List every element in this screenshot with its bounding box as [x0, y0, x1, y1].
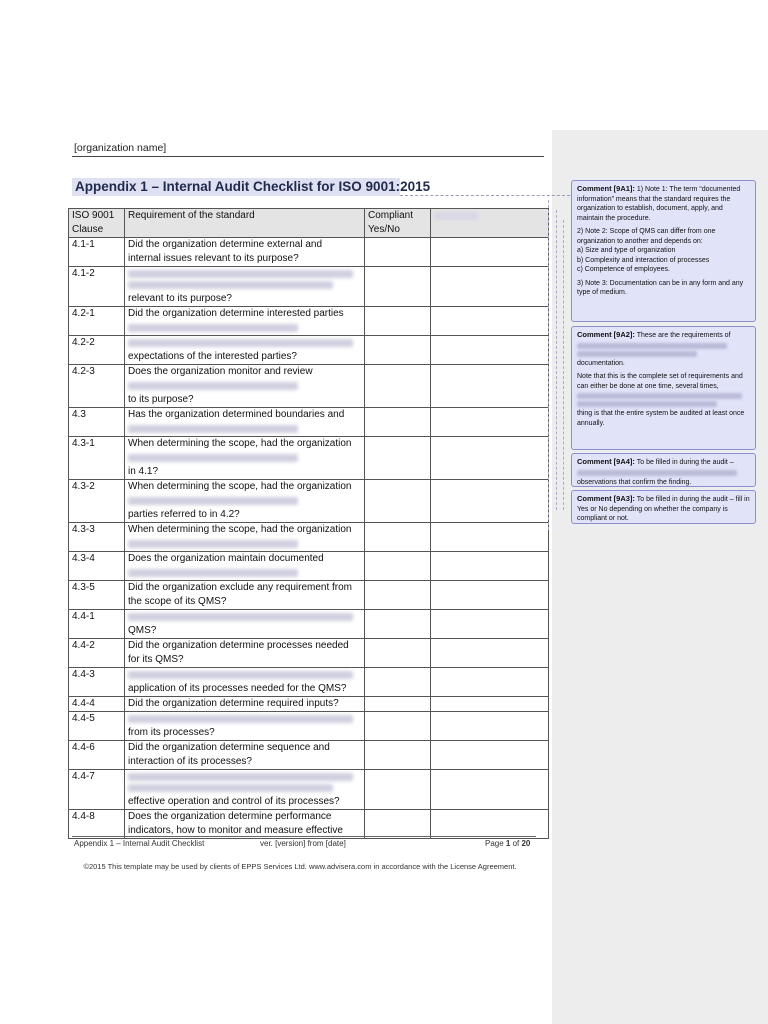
- requirement-line: When determining the scope, had the organization: [128, 524, 352, 535]
- page-of: of: [510, 839, 522, 848]
- blurred-text: [128, 613, 353, 621]
- clause-cell: 4.4-7: [69, 770, 125, 810]
- footer-rule: [72, 836, 536, 837]
- organization-name: [organization name]: [74, 142, 167, 154]
- blurred-text: [128, 715, 353, 723]
- evidence-cell[interactable]: [431, 480, 549, 523]
- blurred-text: [128, 671, 353, 679]
- requirement-line: When determining the scope, had the organization: [128, 481, 352, 492]
- page-prefix: Page: [485, 839, 506, 848]
- compliant-cell[interactable]: [365, 523, 431, 552]
- blurred-text: [128, 324, 298, 332]
- clause-cell: 4.3-5: [69, 581, 125, 610]
- comment-9a3-heading: Comment [9A3]:: [577, 494, 635, 503]
- evidence-cell[interactable]: [431, 552, 549, 581]
- requirement-cell: [125, 639, 365, 668]
- requirement-cell: [125, 523, 365, 552]
- comment-9a2-note: Note that this is the complete set of requirements and can either be done at one time, several times,: [577, 373, 743, 390]
- table-row: [69, 307, 549, 336]
- table-row: [69, 741, 549, 770]
- compliant-cell[interactable]: [365, 336, 431, 365]
- requirement-cell: [125, 437, 365, 480]
- comment-9a3-text: To be filled in during the audit – fill in Yes or No depending on whether the company is compliant or not.: [577, 496, 750, 522]
- requirement-line: interaction of its processes?: [128, 756, 252, 767]
- compliant-cell[interactable]: [365, 480, 431, 523]
- compliant-cell[interactable]: [365, 741, 431, 770]
- clause-cell: 4.2-3: [69, 365, 125, 408]
- compliant-cell[interactable]: [365, 639, 431, 668]
- margin-pane-top: [552, 0, 768, 130]
- clause-cell: 4.4-8: [69, 810, 125, 839]
- table-row: [69, 523, 549, 552]
- comment-9a1-note2-b: b) Complexity and interaction of processes: [577, 256, 710, 264]
- compliant-cell[interactable]: [365, 810, 431, 839]
- clause-cell: 4.4-5: [69, 712, 125, 741]
- requirement-line: Has the organization determined boundaries and: [128, 409, 345, 420]
- requirement-line: QMS?: [128, 625, 157, 636]
- comment-9a1-note3: 3) Note 3: Documentation can be in any form and any type of medium.: [577, 279, 744, 296]
- table-row: [69, 697, 549, 712]
- requirement-cell: [125, 307, 365, 336]
- requirement-line: the scope of its QMS?: [128, 596, 227, 607]
- table-row: [69, 770, 549, 810]
- requirement-cell: [125, 365, 365, 408]
- compliant-cell[interactable]: [365, 697, 431, 712]
- requirement-line: application of its processes needed for the QMS?: [128, 683, 347, 694]
- header-rule: [72, 156, 544, 157]
- evidence-cell[interactable]: [431, 810, 549, 839]
- comment-9a1[interactable]: [571, 180, 756, 322]
- header-compliant: Compliant Yes/No: [365, 209, 431, 238]
- requirement-line: Does the organization maintain documented: [128, 553, 324, 564]
- requirement-line: When determining the scope, had the organization: [128, 438, 352, 449]
- comment-9a2-heading: Comment [9A2]:: [577, 330, 635, 339]
- comment-9a4-heading: Comment [9A4]:: [577, 457, 635, 466]
- comment-connector: [563, 220, 564, 510]
- requirement-cell: [125, 408, 365, 437]
- requirement-line: expectations of the interested parties?: [128, 351, 297, 362]
- requirement-cell: [125, 741, 365, 770]
- compliant-cell[interactable]: [365, 712, 431, 741]
- blurred-text: [577, 401, 717, 407]
- header-clause: ISO 9001 Clause: [69, 209, 125, 238]
- requirement-cell: [125, 480, 365, 523]
- blurred-text: [577, 470, 737, 476]
- requirement-cell: [125, 552, 365, 581]
- evidence-cell[interactable]: [431, 770, 549, 810]
- comment-9a1-note2-a: a) Size and type of organization: [577, 247, 676, 254]
- compliant-cell[interactable]: [365, 581, 431, 610]
- header-requirement: Requirement of the standard: [125, 209, 365, 238]
- requirement-line: Did the organization determine sequence and: [128, 742, 330, 753]
- evidence-cell[interactable]: [431, 610, 549, 639]
- requirement-cell: [125, 712, 365, 741]
- compliant-cell[interactable]: [365, 770, 431, 810]
- requirement-line: Does the organization monitor and review: [128, 366, 313, 377]
- comment-9a2-text: These are the requirements of: [634, 332, 731, 339]
- requirement-cell: [125, 697, 365, 712]
- compliant-cell[interactable]: [365, 668, 431, 697]
- compliant-cell[interactable]: [365, 437, 431, 480]
- comment-9a4-text-end: observations that confirm the finding.: [577, 478, 692, 486]
- comment-9a1-note2-c: c) Competence of employees.: [577, 266, 670, 273]
- compliant-cell[interactable]: [365, 267, 431, 307]
- requirement-line: parties referred to in 4.2?: [128, 509, 240, 520]
- requirement-line: relevant to its purpose?: [128, 293, 232, 304]
- evidence-cell[interactable]: [431, 336, 549, 365]
- evidence-cell[interactable]: [431, 408, 549, 437]
- clause-cell: 4.1-2: [69, 267, 125, 307]
- footer-page-number: [485, 839, 530, 848]
- comment-9a3[interactable]: [571, 490, 756, 524]
- blurred-text: [128, 281, 333, 289]
- copyright-notice: ©2015 This template may be used by clients of EPPS Services Ltd. www.advisera.com in accordance with the License Agreement.: [83, 862, 517, 871]
- table-row: [69, 610, 549, 639]
- compliant-cell[interactable]: [365, 238, 431, 267]
- clause-cell: 4.3-2: [69, 480, 125, 523]
- requirement-cell: [125, 267, 365, 307]
- evidence-cell[interactable]: [431, 365, 549, 408]
- compliant-cell[interactable]: [365, 365, 431, 408]
- blurred-text: [128, 773, 353, 781]
- document-title: Appendix 1 – Internal Audit Checklist for ISO 9001:2015: [72, 178, 400, 196]
- blurred-text: [577, 351, 697, 357]
- evidence-cell[interactable]: [431, 437, 549, 480]
- table-row: [69, 552, 549, 581]
- evidence-cell[interactable]: [431, 697, 549, 712]
- clause-cell: 4.4-2: [69, 639, 125, 668]
- requirement-line: indicators, how to monitor and measure effective: [128, 825, 343, 836]
- clause-cell: 4.3-4: [69, 552, 125, 581]
- clause-cell: 4.3-1: [69, 437, 125, 480]
- table-row: [69, 336, 549, 365]
- requirement-line: to its purpose?: [128, 394, 194, 405]
- comment-9a2-note-end: thing is that the entire system be audited at least once annually.: [577, 410, 745, 427]
- page-total: 20: [521, 839, 531, 848]
- requirement-line: Does the organization determine performance: [128, 811, 332, 822]
- table-row: [69, 810, 549, 839]
- blurred-text: [128, 339, 353, 347]
- requirement-line: Did the organization determine processes needed: [128, 640, 349, 651]
- clause-cell: 4.4-6: [69, 741, 125, 770]
- requirement-cell: [125, 336, 365, 365]
- clause-cell: 4.4-3: [69, 668, 125, 697]
- table-row: [69, 668, 549, 697]
- requirement-line: from its processes?: [128, 727, 215, 738]
- evidence-cell[interactable]: [431, 238, 549, 267]
- requirement-line: effective operation and control of its processes?: [128, 796, 340, 807]
- comment-9a1-heading: Comment [9A1]:: [577, 184, 635, 193]
- blurred-text: [128, 497, 298, 505]
- requirement-cell: [125, 810, 365, 839]
- clause-cell: 4.4-1: [69, 610, 125, 639]
- blurred-header: [434, 212, 478, 220]
- evidence-cell[interactable]: [431, 712, 549, 741]
- blurred-text: [128, 382, 298, 390]
- requirement-cell: [125, 610, 365, 639]
- evidence-cell[interactable]: [431, 581, 549, 610]
- evidence-cell[interactable]: [431, 639, 549, 668]
- blurred-text: [128, 784, 333, 792]
- clause-cell: 4.4-4: [69, 697, 125, 712]
- requirement-cell: [125, 668, 365, 697]
- audit-checklist-table: [68, 208, 549, 839]
- comment-connector: [556, 210, 557, 510]
- table-row: [69, 267, 549, 307]
- requirement-line: in 4.1?: [128, 466, 159, 477]
- table-header-row: [69, 209, 549, 238]
- clause-cell: 4.1-1: [69, 238, 125, 267]
- blurred-text: [577, 343, 727, 349]
- compliant-cell[interactable]: [365, 307, 431, 336]
- header-evidence: [431, 209, 549, 238]
- page-current: 1: [505, 839, 511, 848]
- blurred-text: [128, 270, 353, 278]
- comment-anchor-line: [400, 195, 570, 196]
- table-row: [69, 639, 549, 668]
- requirement-line: Did the organization exclude any requirement from: [128, 582, 353, 593]
- evidence-cell[interactable]: [431, 741, 549, 770]
- table-body: [69, 238, 549, 839]
- requirement-line: Did the organization determine interested parties: [128, 308, 344, 319]
- requirement-line: Did the organization determine required inputs?: [128, 698, 339, 709]
- compliant-cell[interactable]: [365, 552, 431, 581]
- comment-9a2-text-end: documentation.: [577, 359, 625, 367]
- comment-9a4-text: To be filled in during the audit –: [634, 459, 734, 466]
- requirement-cell: [125, 581, 365, 610]
- footer-left: Appendix 1 – Internal Audit Checklist: [74, 839, 205, 848]
- table-row: [69, 437, 549, 480]
- table-row: [69, 712, 549, 741]
- footer-version: ver. [version] from [date]: [260, 839, 346, 848]
- comment-9a1-note1: 1) Note 1: The term “documented information” means that the standard requires the organization to establish, document, apply, and maintain the procedure.: [577, 186, 741, 222]
- comment-9a4[interactable]: [571, 453, 756, 487]
- evidence-cell[interactable]: [431, 668, 549, 697]
- table-row: [69, 408, 549, 437]
- clause-cell: 4.3: [69, 408, 125, 437]
- blurred-text: [128, 540, 298, 548]
- clause-cell: 4.2-2: [69, 336, 125, 365]
- comment-connector: [548, 200, 549, 530]
- table-row: [69, 581, 549, 610]
- table-row: [69, 480, 549, 523]
- evidence-cell[interactable]: [431, 267, 549, 307]
- blurred-text: [128, 425, 298, 433]
- requirement-cell: [125, 238, 365, 267]
- requirement-line: internal issues relevant to its purpose?: [128, 253, 299, 264]
- compliant-cell[interactable]: [365, 408, 431, 437]
- clause-cell: 4.2-1: [69, 307, 125, 336]
- clause-cell: 4.3-3: [69, 523, 125, 552]
- table-row: [69, 238, 549, 267]
- blurred-text: [577, 393, 742, 399]
- evidence-cell[interactable]: [431, 523, 549, 552]
- requirement-line: for its QMS?: [128, 654, 184, 665]
- blurred-text: [128, 569, 298, 577]
- comment-9a1-note2: 2) Note 2: Scope of QMS can differ from one organization to another and depends on:: [577, 228, 716, 245]
- evidence-cell[interactable]: [431, 307, 549, 336]
- compliant-cell[interactable]: [365, 610, 431, 639]
- requirement-line: Did the organization determine external and: [128, 239, 323, 250]
- blurred-text: [128, 454, 298, 462]
- requirement-cell: [125, 770, 365, 810]
- table-row: [69, 365, 549, 408]
- comment-9a2[interactable]: [571, 326, 756, 450]
